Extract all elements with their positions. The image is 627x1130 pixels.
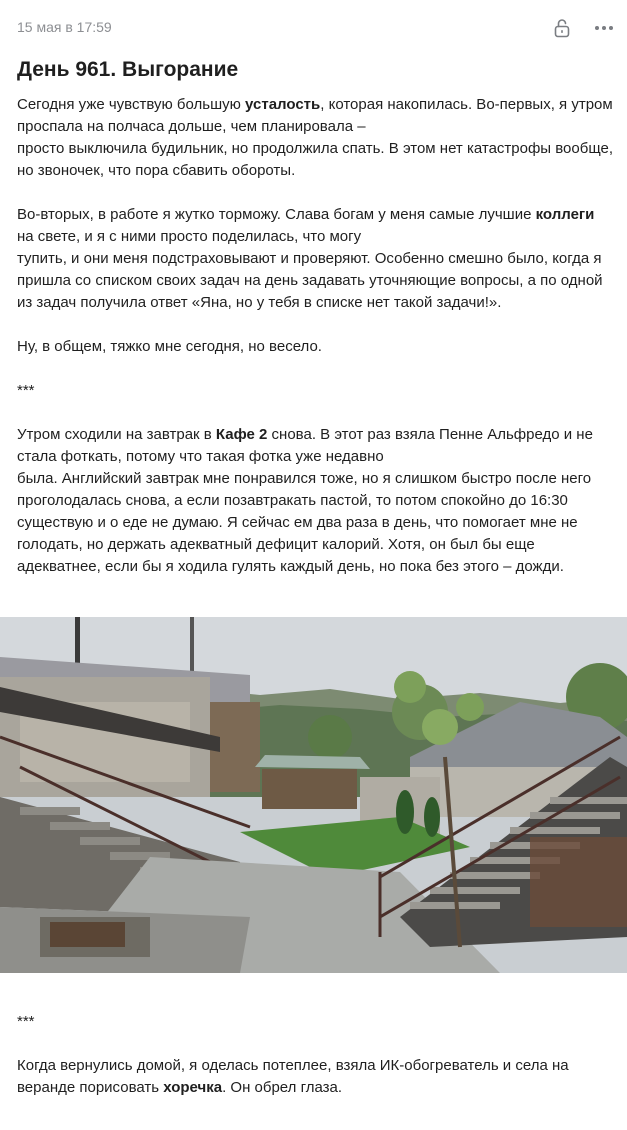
- post-date: 15 мая в 17:59: [17, 19, 112, 35]
- post-title: День 961. Выгорание: [17, 58, 239, 81]
- separator: ***: [17, 382, 35, 399]
- photo-illustration: [0, 617, 627, 973]
- header-actions: [551, 17, 615, 39]
- lock-open-icon[interactable]: [551, 17, 573, 39]
- separator: ***: [17, 1013, 35, 1030]
- post-header: [0, 0, 627, 56]
- post-body: [17, 94, 615, 578]
- paragraph-1: Сегодня уже чувствую большую усталость, которая накопилась. Во-первых, я утром проспала на полчаса дольше, чем планировала – просто выключила будильник, но продолжила спать. В этом нет катастрофы вообще, но звоночек, что пора сбавить обороты.: [17, 96, 614, 179]
- post-body-continued: [17, 1011, 615, 1099]
- paragraph-3: Ну, в общем, тяжко мне сегодня, но весело.: [17, 338, 322, 355]
- paragraph-2: Во-вторых, в работе я жутко торможу. Слава богам у меня самые лучшие коллеги на свете, и я с ними просто поделилась, что могу тупить, и они меня подстраховывают и проверяют. Особенно смешно было, когда я пришла со списком своих задач на день задавать уточняющие вопросы, а по одной из задач получила ответ «Яна, но у тебя в списке нет такой задачи!».: [17, 206, 603, 311]
- paragraph-5: Когда вернулись домой, я оделась потеплее, взяла ИК-обогреватель и села на веранде порисовать хоречка. Он обрел глаза.: [17, 1057, 569, 1096]
- paragraph-4: Утром сходили на завтрак в Кафе 2 снова. В этот раз взяла Пенне Альфредо и не стала фоткать, потому что такая фотка уже недавно была. Английский завтрак мне понравился тоже, но я слишком быстро после него проголодалась снова, а если позавтракать пастой, то потом спокойно до 16:30 существую и о еде не думаю. Я сейчас ем два раза в день, что помогает мне не голодать, но держать адекватный дефицит калорий. Хотя, он был бы еще адекватнее, если бы я ходила гулять каждый день, но пока без этого – дожди.: [17, 426, 593, 575]
- post-photo[interactable]: [0, 617, 627, 973]
- more-horizontal-icon[interactable]: [593, 17, 615, 39]
